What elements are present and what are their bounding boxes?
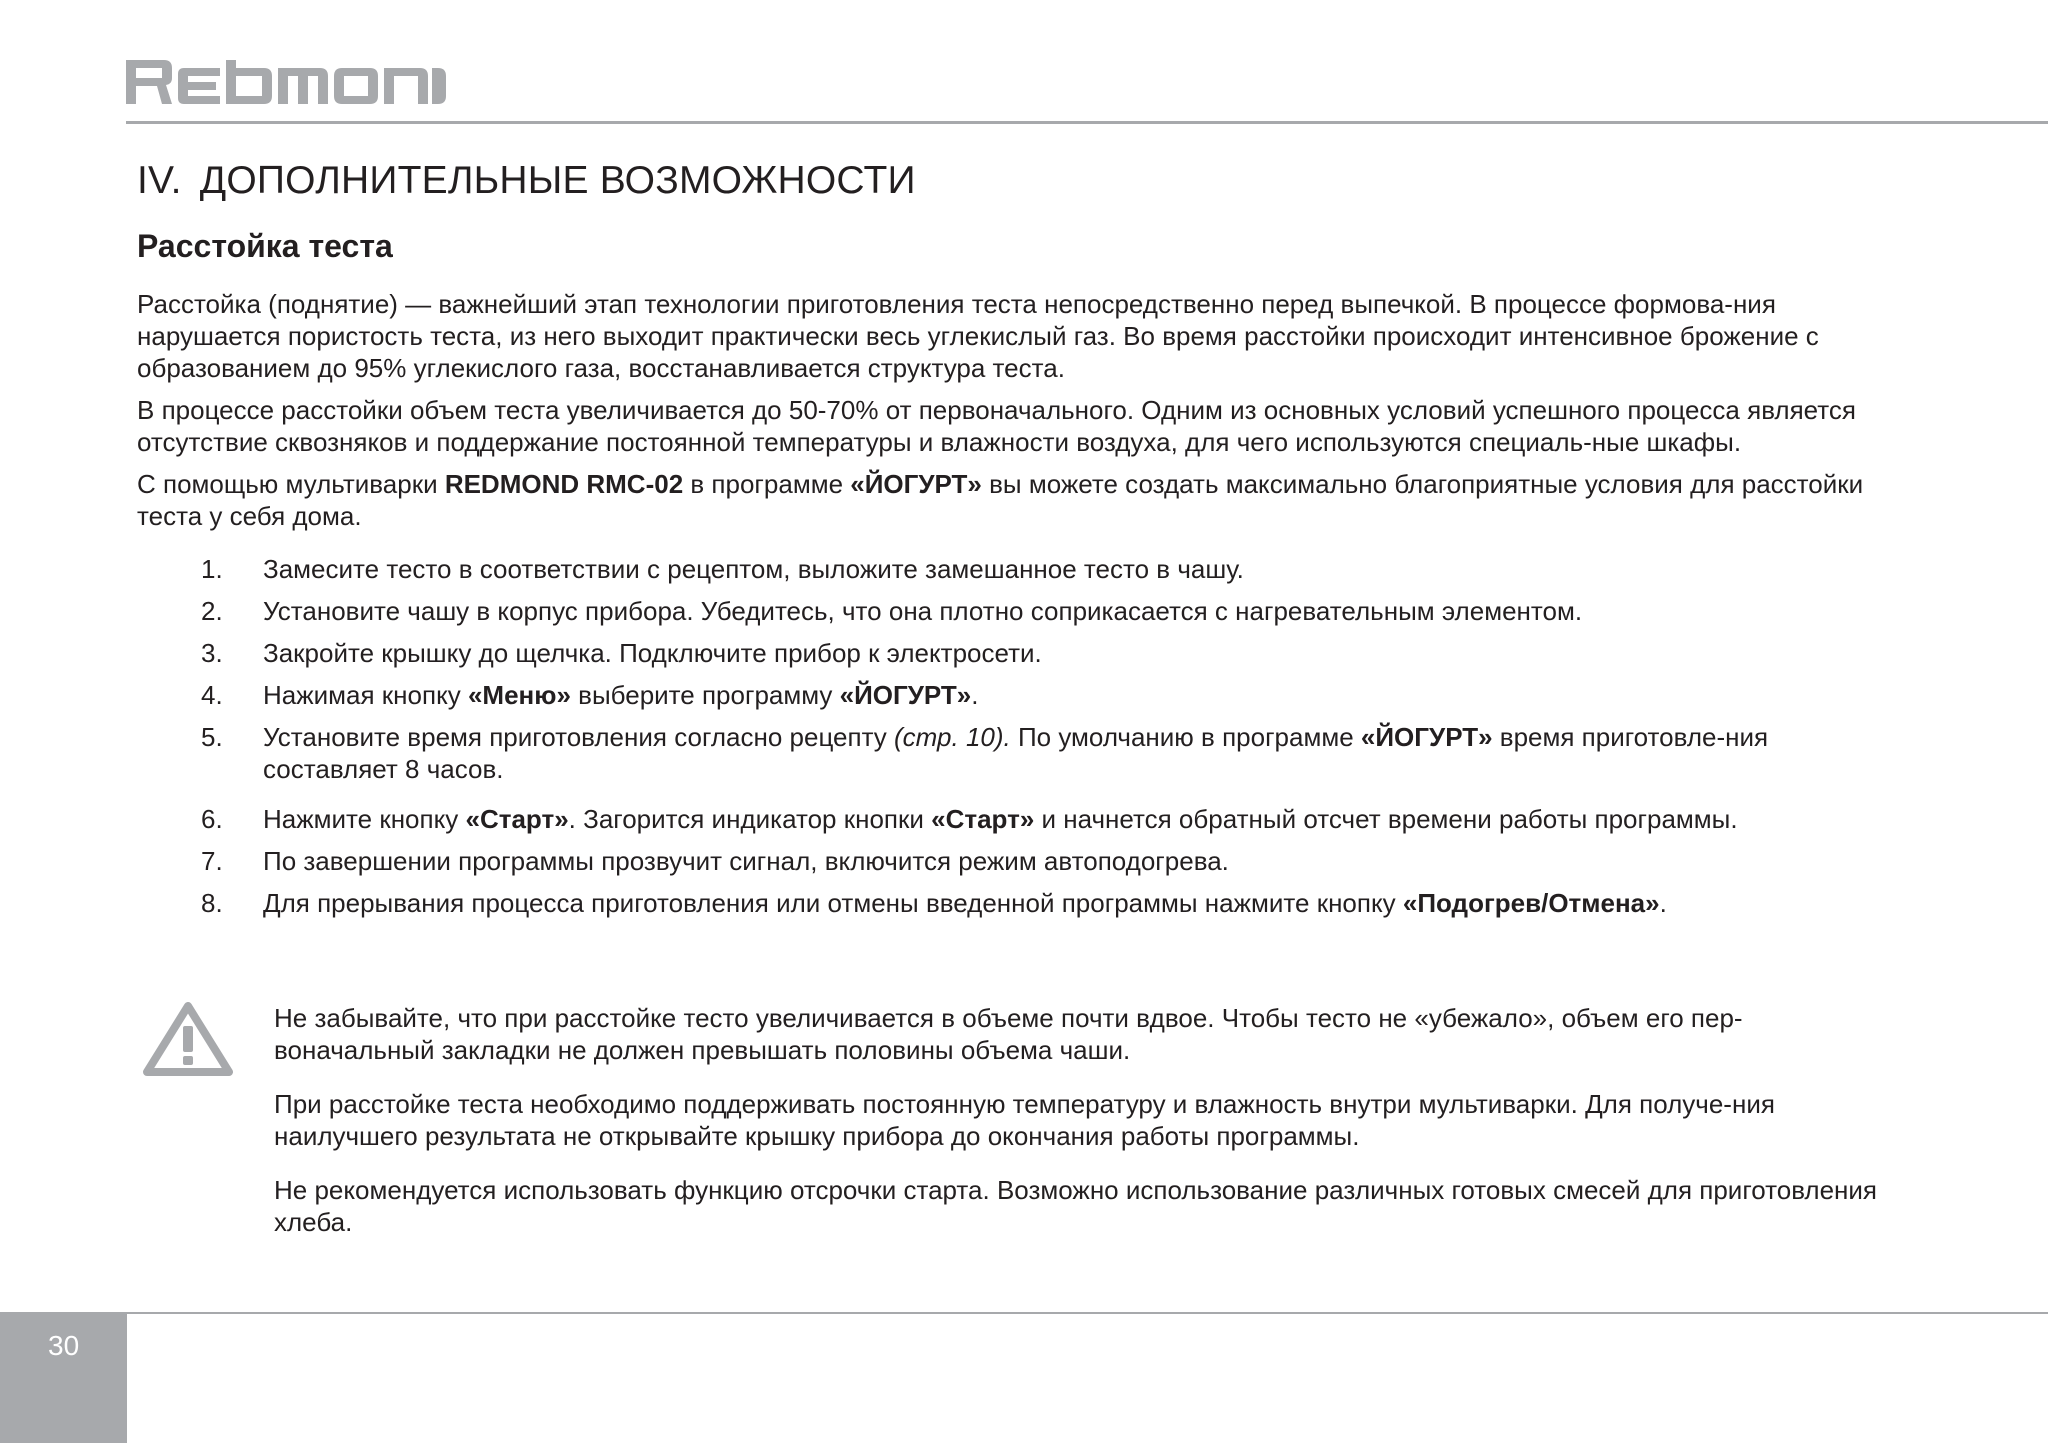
section-title [137,158,1907,204]
step-text [263,679,1907,711]
warning-texts [274,1002,1894,1260]
list-item [201,553,1907,585]
step-number: 2. [201,596,223,626]
page-number: 30 [48,1330,80,1361]
list-item [201,721,1907,785]
warning-paragraph-1: Не забывайте, что при расстойке тесто увеличивается в объеме почти вдвое. Чтобы тесто не «убежало», объем его пер-воначальный закладки не должен превышать половины объема чаши. [274,1003,1743,1065]
intro-p3-text-c: вы можете создать максимально благоприятные условия для расстойки теста у себя дома. [137,469,1864,531]
intro-p3-text-b: в программе [683,469,851,499]
page-number-box [0,1312,127,1443]
step-text: Установите чашу в корпус прибора. Убедитесь, что она плотно соприкасается с нагревательным элементом. [263,596,1583,626]
step-text [263,721,1907,785]
step-text-c: выберите программу [570,680,840,710]
header-rule [126,121,2048,124]
step-number: 3. [201,638,223,668]
step-text [263,803,1907,835]
section-title-text: ДОПОЛНИТЕЛЬНЫЕ ВОЗМОЖНОСТИ [199,159,916,202]
step-number: 6. [201,804,223,834]
list-item [201,637,1907,669]
step-text-a: Установите время приготовления согласно рецепту [263,722,895,752]
menu-button-ref: «Меню» [467,680,571,710]
steps-list [137,553,1907,919]
step-text-d: . [1659,888,1667,918]
cancel-button-ref: «Подогрев/Отмена» [1402,888,1660,918]
program-name: «ЙОГУРТ» [850,469,982,499]
warning-paragraph-3: Не рекомендуется использовать функцию отсрочки старта. Возможно использование различных готовых смесей для приготовления хлеба. [274,1175,1878,1237]
list-item [201,887,1907,919]
list-item [201,595,1907,627]
model-name: REDMOND RMC-02 [444,469,684,499]
main-content [137,158,1907,929]
step-number: 1. [201,554,223,584]
footer-rule [126,1312,2048,1314]
step-text: Закройте крышку до щелчка. Подключите прибор к электросети. [263,638,1042,668]
step-number: 5. [201,722,223,752]
step-text-a: Нажмите кнопку [263,804,466,834]
step-text-c: По умолчанию в программе [1010,722,1361,752]
subsection-title: Расстойка теста [137,228,393,264]
warning-triangle-icon [143,1002,233,1076]
step-text-a: Для прерывания процесса приготовления или отмены введенной программы нажмите кнопку [263,888,1403,918]
step-text-d: время приготовле-ния составляет 8 часов. [263,722,1769,784]
program-ref: «ЙОГУРТ» [1360,722,1493,752]
step-text-a: Нажимая кнопку [263,680,468,710]
step-text: По завершении программы прозвучит сигнал, включится режим автоподогрева. [263,846,1229,876]
page-reference: (стр. 10). [894,722,1011,752]
step-text-d: . [971,680,979,710]
step-text: Замесите тесто в соответствии с рецептом, выложите замешанное тесто в чашу. [263,554,1244,584]
intro-p3-text-a: С помощью мультиварки [137,469,445,499]
step-number: 7. [201,846,223,876]
list-item [201,803,1907,835]
section-number: IV. [137,159,182,202]
redmond-logo [126,60,446,104]
step-text-d: и начнется обратный отсчет времени работы программы. [1034,804,1738,834]
step-text-c: . Загорится индикатор кнопки [568,804,932,834]
step-number: 8. [201,888,223,918]
intro-paragraph-1: Расстойка (поднятие) — важнейший этап технологии приготовления теста непосредственно перед выпечкой. В процессе формова-ния нарушается пористость теста, из него выходит практически весь углекислый газ. Во время расстойки происходит интенсивное брожение с образованием до 95% углекислого газа, восстанавливается структура теста. [137,289,1819,383]
intro-paragraph-2: В процессе расстойки объем теста увеличивается до 50-70% от первоначального. Одним из основных условий успешного процесса является отсутствие сквозняков и поддержание постоянной температуры и влажности воздуха, для чего используются специаль-ные шкафы. [137,395,1856,457]
step-text [263,887,1907,919]
program-ref: «ЙОГУРТ» [839,680,972,710]
intro-paragraph-3 [137,468,1907,532]
step-number: 4. [201,680,223,710]
list-item [201,679,1907,711]
list-item [201,845,1907,877]
warning-paragraph-2: При расстойке теста необходимо поддерживать постоянную температуру и влажность внутри мультиварки. Для получе-ния наилучшего результата не открывайте крышку прибора до окончания работы программы. [274,1089,1775,1151]
start-button-ref: «Старт» [931,804,1035,834]
start-button-ref: «Старт» [465,804,569,834]
